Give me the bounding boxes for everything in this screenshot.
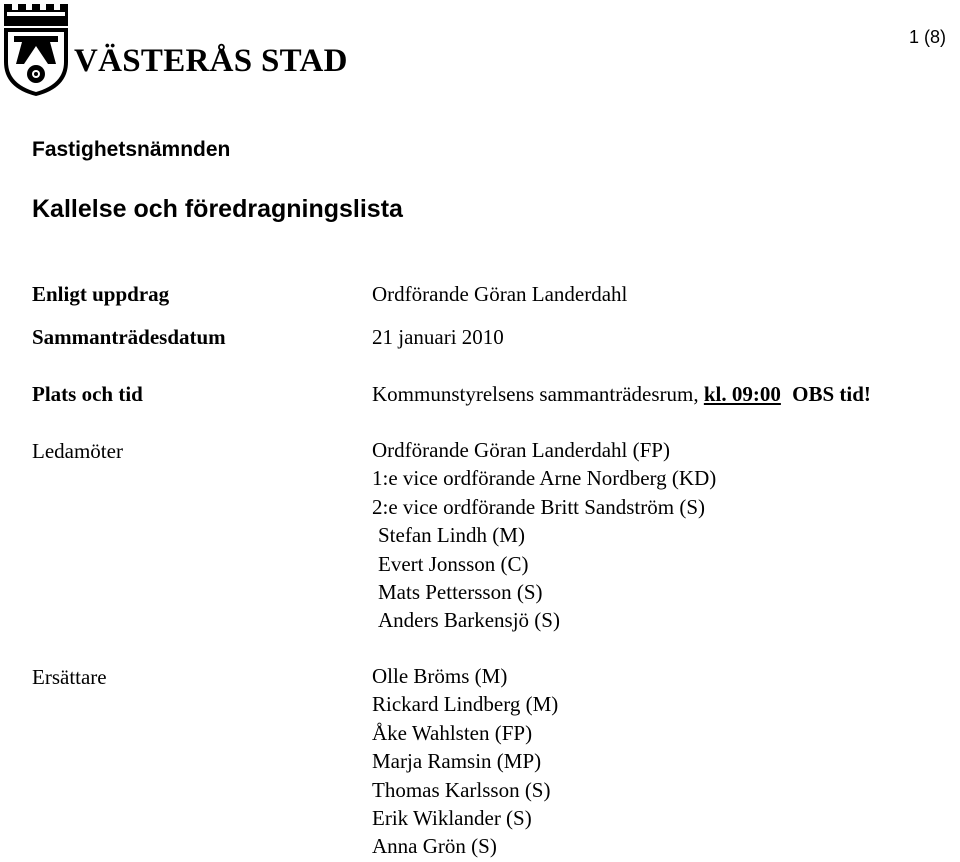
vasteras-stad-logo — [0, 0, 350, 100]
substitute-item: Marja Ramsin (MP) — [372, 749, 542, 774]
member-item: Ordförande Göran Landerdahl (FP) — [372, 438, 670, 462]
substitute-item: Olle Bröms (M) — [372, 664, 508, 688]
time-note: OBS tid! — [792, 382, 871, 406]
page-number: 1 (8) — [908, 27, 946, 47]
members-list — [372, 436, 716, 635]
place-time-value — [372, 384, 871, 405]
coat-of-arms-icon — [0, 0, 72, 100]
substitute-item: Erik Wiklander (S) — [372, 806, 532, 831]
substitute-item: Åke Wahlsten (FP) — [372, 720, 533, 745]
time-value: kl. 09:00 — [703, 382, 781, 406]
substitute-item: Thomas Karlsson (S) — [372, 777, 551, 802]
organization-heading: Fastighetsnämnden — [32, 138, 231, 161]
member-item: 1:e vice ordförande Arne Nordberg (KD) — [372, 466, 717, 491]
member-item: Mats Pettersson (S) — [378, 580, 543, 605]
place-label: Plats och tid — [32, 382, 143, 406]
member-item: 2:e vice ordförande Britt Sandström (S) — [372, 494, 706, 519]
substitutes-label: Ersättare — [32, 665, 107, 689]
member-item: Anders Barkensjö (S) — [378, 608, 560, 633]
document-title: Kallelse och föredragningslista — [32, 195, 403, 223]
assignment-label: Enligt uppdrag — [32, 282, 170, 306]
substitute-item: Anna Grön (S) — [372, 834, 497, 859]
members-label: Ledamöter — [32, 439, 123, 463]
date-value: 21 januari 2010 — [372, 325, 504, 349]
member-item: Stefan Lindh (M) — [378, 523, 525, 548]
place-value: Kommunstyrelsens sammanträdesrum, — [372, 382, 699, 406]
member-item: Evert Jonsson (C) — [378, 551, 529, 576]
substitutes-list — [372, 662, 558, 861]
date-label: Sammanträdesdatum — [32, 325, 226, 349]
assignment-value: Ordförande Göran Landerdahl — [372, 282, 628, 306]
substitute-item: Rickard Lindberg (M) — [372, 692, 559, 717]
logo-wordmark: VÄSTERÅS STAD — [74, 43, 348, 79]
